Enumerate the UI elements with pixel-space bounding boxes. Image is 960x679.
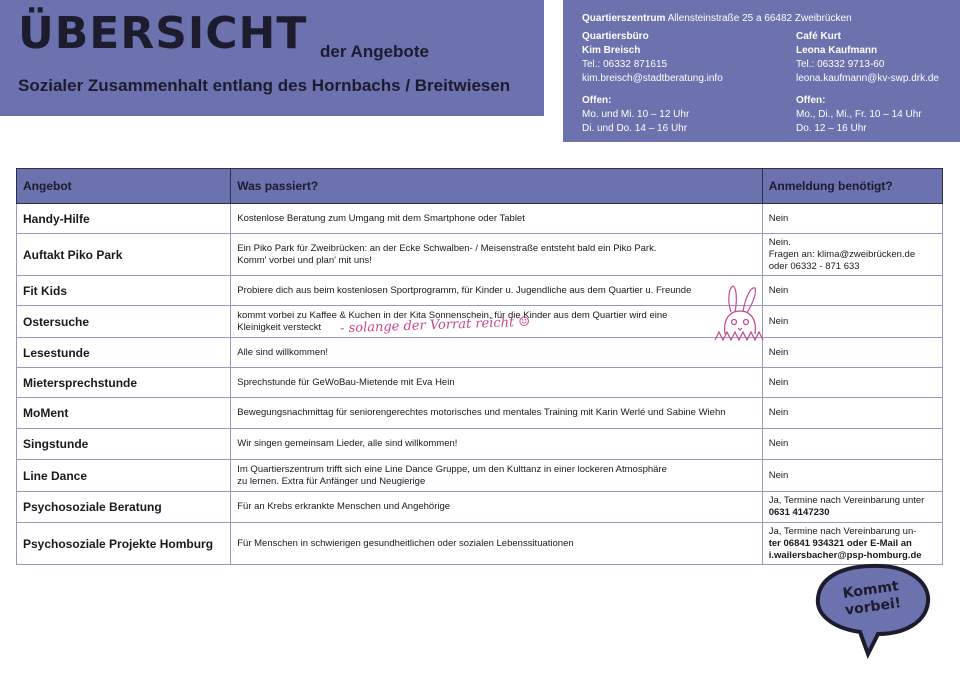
- registration-info: [762, 523, 942, 565]
- speech-bubble-line: vorbei!: [844, 595, 903, 619]
- opening-hours: Mo., Di., Mi., Fr. 10 – 14 Uhr: [796, 109, 922, 120]
- page-title: ÜBERSICHT: [18, 8, 308, 59]
- description-line: Komm' vorbei und plan' mit uns!: [237, 254, 372, 266]
- registration-info: [762, 429, 942, 460]
- page-title-suffix: der Angebote: [320, 42, 429, 61]
- offer-name: Mietersprechstunde: [17, 368, 231, 398]
- registration-info: [762, 204, 942, 234]
- offer-name: Psychosoziale Beratung: [17, 492, 231, 523]
- description-line: Probiere dich aus beim kostenlosen Sportprogramm, für Kinder u. Jugendliche aus dem Quartier u. Freunde: [237, 284, 692, 296]
- table-row: [17, 398, 943, 429]
- contact-email[interactable]: leona.kaufmann@kv-swp.drk.de: [796, 73, 939, 84]
- registration-info: [762, 306, 942, 338]
- registration-line: Nein: [768, 346, 789, 358]
- offer-description: [231, 276, 762, 306]
- table-header-row: [17, 169, 943, 204]
- table-row: [17, 460, 943, 492]
- contact-phone: Tel.: 06332 9713-60: [796, 59, 885, 70]
- table-row: [17, 276, 943, 306]
- contact-quartiersbuero: [582, 30, 772, 136]
- opening-hours: Do. 12 – 16 Uhr: [796, 123, 867, 134]
- offer-description: [231, 492, 762, 523]
- offer-name: Handy-Hilfe: [17, 204, 231, 234]
- contact-phone: Tel.: 06332 871615: [582, 59, 668, 70]
- offer-description: [231, 523, 762, 565]
- offer-name: Fit Kids: [17, 276, 231, 306]
- offer-name: Auftakt Piko Park: [17, 234, 231, 276]
- table-row: [17, 338, 943, 368]
- table-row: [17, 234, 943, 276]
- table-row: [17, 523, 943, 565]
- description-line: Kostenlose Beratung zum Umgang mit dem Smartphone oder Tablet: [237, 212, 525, 224]
- registration-line: Nein: [768, 284, 789, 296]
- offer-description: [231, 398, 762, 429]
- registration-info: [762, 338, 942, 368]
- table-row: [17, 368, 943, 398]
- registration-line: Nein: [768, 407, 789, 418]
- registration-line: Ja, Termine nach Vereinbarung unter: [768, 495, 925, 506]
- registration-line: Nein: [768, 376, 789, 388]
- registration-info: [762, 276, 942, 306]
- registration-line: Nein: [768, 212, 789, 224]
- offer-name: Ostersuche: [17, 306, 231, 338]
- opening-label: Offen:: [796, 95, 826, 106]
- contact-heading: Café Kurt: [796, 31, 842, 42]
- opening-label: Offen:: [582, 95, 612, 106]
- opening-hours: Di. und Do. 14 – 16 Uhr: [582, 123, 688, 134]
- registration-info: [762, 460, 942, 492]
- registration-line: oder 06332 - 871 633: [768, 260, 860, 272]
- offer-description: [231, 234, 762, 276]
- offer-name: Line Dance: [17, 460, 231, 492]
- offer-name: Psychosoziale Projekte Homburg: [17, 523, 231, 565]
- registration-info: [762, 492, 942, 523]
- description-line: Ein Piko Park für Zweibrücken: an der Ecke Schwalben- / Meisenstraße entsteht bald ein Piko Park.: [237, 242, 657, 254]
- registration-line: 0631 4147230: [768, 507, 830, 518]
- offer-description: [231, 338, 762, 368]
- description-line: Für an Krebs erkrankte Menschen und Angehörige: [237, 501, 451, 512]
- table-row: [17, 429, 943, 460]
- registration-line: Fragen an: klima@zweibrücken.de: [768, 248, 916, 260]
- description-line: Alle sind willkommen!: [237, 346, 329, 358]
- org-name: Quartierszentrum: [582, 13, 666, 24]
- registration-line: Nein: [768, 438, 789, 449]
- description-line: Kleinigkeit versteckt: [237, 321, 322, 333]
- bunny-doodle-icon: [713, 282, 768, 342]
- offer-name: Singstunde: [17, 429, 231, 460]
- table-row: [17, 204, 943, 234]
- offer-description: [231, 460, 762, 492]
- table-row: [17, 492, 943, 523]
- description-line: Für Menschen in schwierigen gesundheitlichen oder sozialen Lebenssituationen: [237, 537, 574, 549]
- registration-info: [762, 368, 942, 398]
- description-line: Wir singen gemeinsam Lieder, alle sind willkommen!: [237, 438, 458, 449]
- speech-bubble-line: Kommt: [841, 578, 900, 602]
- page-subtitle: Sozialer Zusammenhalt entlang des Hornbachs / Breitwiesen: [18, 76, 511, 95]
- registration-line: i.wailersbacher@psp-homburg.de: [768, 549, 922, 561]
- registration-line: Nein: [768, 469, 789, 481]
- description-line: Sprechstunde für GeWoBau-Mietende mit Eva Hein: [237, 376, 455, 388]
- registration-line: ter 06841 934321 oder E-Mail an: [768, 537, 912, 549]
- description-line: Bewegungsnachmittag für seniorengerechtes motorisches und mentales Training mit Karin Werlé und Sabine Wiehn: [237, 407, 726, 418]
- org-address: Allensteinstraße 25 a 66482 Zweibrücken: [667, 13, 852, 24]
- offer-description: [231, 429, 762, 460]
- offer-name: Lesestunde: [17, 338, 231, 368]
- column-header-registration: Anmeldung benötigt?: [762, 169, 942, 204]
- description-line: zu lernen. Extra für Anfänger und Neugierige: [237, 475, 426, 487]
- offer-name: MoMent: [17, 398, 231, 429]
- contact-person: Leona Kaufmann: [796, 45, 878, 56]
- offer-description: [231, 204, 762, 234]
- title-banner: [0, 0, 544, 116]
- registration-line: Ja, Termine nach Vereinbarung un-: [768, 525, 917, 537]
- handwritten-note: - solange der Vorrat reicht ☺: [339, 314, 531, 337]
- offers-table: [16, 168, 943, 565]
- registration-info: [762, 234, 942, 276]
- contact-info-box: [563, 0, 960, 142]
- registration-line: Nein.: [768, 236, 791, 248]
- contact-person: Kim Breisch: [582, 45, 641, 56]
- registration-line: Nein: [768, 315, 789, 327]
- opening-hours: Mo. und Mi. 10 – 12 Uhr: [582, 109, 690, 120]
- contact-heading: Quartiersbüro: [582, 31, 649, 42]
- column-header-offer: Angebot: [17, 169, 231, 204]
- description-line: kommt vorbei zu Kaffee & Kuchen in der Kita Sonnenschein, für die Kinder aus dem Quartier wird eine: [237, 309, 668, 321]
- description-line: Im Quartierszentrum trifft sich eine Line Dance Gruppe, um den Kulttanz in einer lockeren Atmosphäre: [237, 463, 667, 475]
- contact-cafe-kurt: [796, 30, 960, 136]
- offer-description: [231, 368, 762, 398]
- registration-info: [762, 398, 942, 429]
- contact-email[interactable]: kim.breisch@stadtberatung.info: [582, 73, 723, 84]
- column-header-description: Was passiert?: [231, 169, 762, 204]
- org-line: [582, 12, 852, 26]
